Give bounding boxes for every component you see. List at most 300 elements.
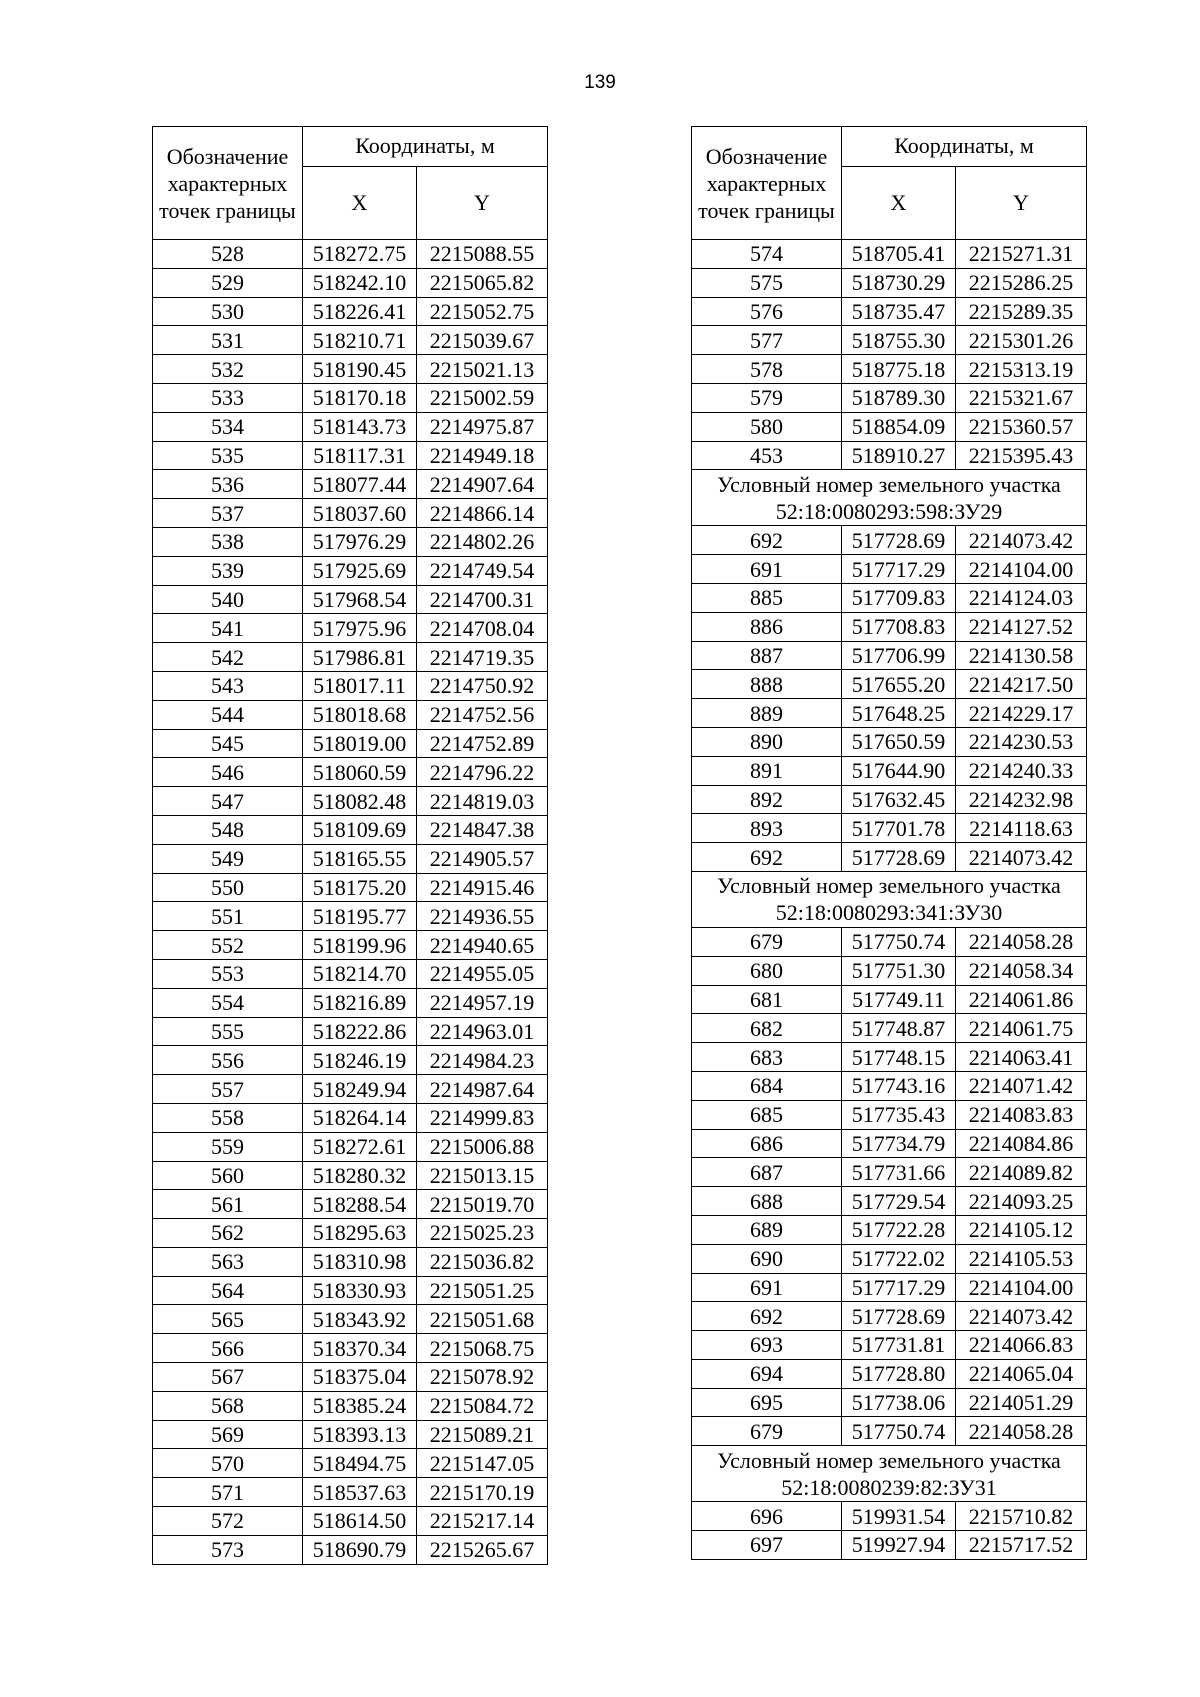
coord-x: 517743.16	[842, 1071, 956, 1100]
table-row	[153, 1103, 548, 1132]
point-number: 680	[692, 956, 842, 985]
table-row	[153, 326, 548, 355]
header-point-label: Обозначение характерных точек границы	[153, 127, 303, 240]
coord-y: 2214073.42	[956, 1302, 1087, 1331]
coord-y: 2214866.14	[417, 499, 548, 528]
coord-x: 517722.02	[842, 1244, 956, 1273]
coord-x: 517976.29	[303, 527, 417, 556]
coord-y: 2214071.42	[956, 1071, 1087, 1100]
coord-y: 2214104.00	[956, 555, 1087, 584]
point-number: 539	[153, 556, 303, 585]
coord-y: 2214752.89	[417, 729, 548, 758]
point-number: 563	[153, 1247, 303, 1276]
table-row	[153, 815, 548, 844]
point-number: 578	[692, 355, 842, 384]
point-number: 893	[692, 814, 842, 843]
table-row	[692, 1388, 1087, 1417]
coord-y: 2214940.65	[417, 931, 548, 960]
coord-x: 517717.29	[842, 555, 956, 584]
coord-x: 518330.93	[303, 1276, 417, 1305]
point-number: 560	[153, 1161, 303, 1190]
table-row	[692, 583, 1087, 612]
coord-x: 517728.69	[842, 843, 956, 872]
point-number: 580	[692, 412, 842, 441]
point-number: 550	[153, 873, 303, 902]
point-number: 552	[153, 931, 303, 960]
table-row	[692, 727, 1087, 756]
coord-y: 2214232.98	[956, 785, 1087, 814]
table-row	[692, 699, 1087, 728]
coord-x: 517728.80	[842, 1359, 956, 1388]
coord-x: 517708.83	[842, 612, 956, 641]
table-row	[153, 441, 548, 470]
point-number: 890	[692, 727, 842, 756]
coord-x: 518690.79	[303, 1535, 417, 1564]
header-x: X	[842, 166, 956, 239]
point-number: 528	[153, 240, 303, 269]
coord-y: 2214058.28	[956, 1417, 1087, 1446]
point-number: 567	[153, 1363, 303, 1392]
coord-x: 517734.79	[842, 1129, 956, 1158]
coord-x: 518614.50	[303, 1507, 417, 1536]
point-number: 544	[153, 700, 303, 729]
point-number: 533	[153, 383, 303, 412]
point-number: 557	[153, 1075, 303, 1104]
point-number: 576	[692, 297, 842, 326]
right-table-body	[692, 240, 1087, 1560]
coord-y: 2214905.57	[417, 844, 548, 873]
point-number: 679	[692, 1417, 842, 1446]
header-y: Y	[956, 166, 1087, 239]
coord-x: 517750.74	[842, 1417, 956, 1446]
coord-y: 2215395.43	[956, 441, 1087, 470]
coord-y: 2215265.67	[417, 1535, 548, 1564]
coord-x: 518017.11	[303, 671, 417, 700]
table-row	[692, 670, 1087, 699]
point-number: 530	[153, 297, 303, 326]
table-row	[153, 585, 548, 614]
point-number: 532	[153, 355, 303, 384]
coord-x: 517701.78	[842, 814, 956, 843]
coord-y: 2214093.25	[956, 1187, 1087, 1216]
coord-x: 518264.14	[303, 1103, 417, 1132]
table-row	[153, 1075, 548, 1104]
point-number: 684	[692, 1071, 842, 1100]
point-number: 689	[692, 1215, 842, 1244]
coord-x: 518109.69	[303, 815, 417, 844]
coord-x: 517717.29	[842, 1273, 956, 1302]
table-row	[692, 412, 1087, 441]
point-number: 569	[153, 1420, 303, 1449]
table-row	[153, 959, 548, 988]
table-row	[153, 355, 548, 384]
coord-y: 2215147.05	[417, 1449, 548, 1478]
coord-x: 517731.66	[842, 1158, 956, 1187]
point-number: 529	[153, 268, 303, 297]
point-number: 577	[692, 326, 842, 355]
coord-x: 518272.75	[303, 240, 417, 269]
point-number: 692	[692, 526, 842, 555]
point-number: 558	[153, 1103, 303, 1132]
table-row	[153, 988, 548, 1017]
coord-y: 2214752.56	[417, 700, 548, 729]
coord-x: 518175.20	[303, 873, 417, 902]
coord-y: 2215286.25	[956, 268, 1087, 297]
coord-y: 2215019.70	[417, 1190, 548, 1219]
coord-y: 2215360.57	[956, 412, 1087, 441]
coord-y: 2215710.82	[956, 1502, 1087, 1531]
coord-x: 518735.47	[842, 297, 956, 326]
coord-y: 2215036.82	[417, 1247, 548, 1276]
coord-y: 2214118.63	[956, 814, 1087, 843]
table-row	[153, 499, 548, 528]
table-row	[153, 1247, 548, 1276]
coord-y: 2214750.92	[417, 671, 548, 700]
point-number: 549	[153, 844, 303, 873]
table-row	[692, 843, 1087, 872]
coord-y: 2214802.26	[417, 527, 548, 556]
coord-x: 518037.60	[303, 499, 417, 528]
table-row	[692, 297, 1087, 326]
point-number: 693	[692, 1331, 842, 1360]
point-number: 545	[153, 729, 303, 758]
coord-x: 518854.09	[842, 412, 956, 441]
coord-x: 518370.34	[303, 1334, 417, 1363]
coord-y: 2214963.01	[417, 1017, 548, 1046]
coord-x: 518494.75	[303, 1449, 417, 1478]
coord-y: 2215065.82	[417, 268, 548, 297]
point-number: 572	[153, 1507, 303, 1536]
table-row	[692, 1215, 1087, 1244]
point-number: 542	[153, 643, 303, 672]
coord-x: 518246.19	[303, 1046, 417, 1075]
coord-y: 2215170.19	[417, 1478, 548, 1507]
table-row	[153, 729, 548, 758]
point-number: 568	[153, 1391, 303, 1420]
table-row	[692, 1100, 1087, 1129]
table-row	[692, 240, 1087, 269]
point-number: 892	[692, 785, 842, 814]
point-number: 564	[153, 1276, 303, 1305]
coord-x: 518199.96	[303, 931, 417, 960]
coord-x: 518226.41	[303, 297, 417, 326]
point-number: 886	[692, 612, 842, 641]
coord-y: 2215006.88	[417, 1132, 548, 1161]
coord-x: 518082.48	[303, 787, 417, 816]
table-row	[153, 1190, 548, 1219]
point-number: 566	[153, 1334, 303, 1363]
coordinates-table-left	[152, 126, 548, 1565]
table-row	[692, 785, 1087, 814]
coord-y: 2214073.42	[956, 526, 1087, 555]
coord-y: 2214796.22	[417, 758, 548, 787]
coord-x: 519931.54	[842, 1502, 956, 1531]
coord-x: 518249.94	[303, 1075, 417, 1104]
point-number: 540	[153, 585, 303, 614]
coord-x: 518143.73	[303, 412, 417, 441]
table-row	[153, 1017, 548, 1046]
coord-y: 2215321.67	[956, 383, 1087, 412]
coord-x: 517986.81	[303, 643, 417, 672]
table-row	[153, 412, 548, 441]
point-number: 536	[153, 470, 303, 499]
table-row	[153, 902, 548, 931]
coord-x: 518910.27	[842, 441, 956, 470]
coord-x: 517750.74	[842, 927, 956, 956]
coord-y: 2214063.41	[956, 1043, 1087, 1072]
coord-y: 2214104.00	[956, 1273, 1087, 1302]
section-row	[692, 1446, 1087, 1502]
point-number: 553	[153, 959, 303, 988]
header-coordinates: Координаты, м	[842, 127, 1087, 167]
coord-x: 518393.13	[303, 1420, 417, 1449]
table-row	[692, 1531, 1087, 1560]
coord-y: 2214084.86	[956, 1129, 1087, 1158]
parcel-section-title: Условный номер земельного участка 52:18:0080239:82:ЗУ31	[692, 1446, 1087, 1502]
table-row	[153, 614, 548, 643]
table-row	[153, 643, 548, 672]
coord-y: 2214073.42	[956, 843, 1087, 872]
table-row	[153, 240, 548, 269]
coord-y: 2215089.21	[417, 1420, 548, 1449]
table-row	[153, 1420, 548, 1449]
table-row	[153, 1132, 548, 1161]
coord-x: 518789.30	[842, 383, 956, 412]
coord-x: 518775.18	[842, 355, 956, 384]
point-number: 682	[692, 1014, 842, 1043]
coord-y: 2214975.87	[417, 412, 548, 441]
coord-x: 517706.99	[842, 641, 956, 670]
coord-y: 2214105.12	[956, 1215, 1087, 1244]
page-number: 139	[584, 72, 616, 93]
point-number: 681	[692, 985, 842, 1014]
coord-y: 2215002.59	[417, 383, 548, 412]
coord-x: 518705.41	[842, 240, 956, 269]
coord-y: 2215084.72	[417, 1391, 548, 1420]
coord-x: 518077.44	[303, 470, 417, 499]
table-row	[153, 383, 548, 412]
coord-y: 2215717.52	[956, 1531, 1087, 1560]
point-number: 531	[153, 326, 303, 355]
section-row	[692, 470, 1087, 526]
coord-y: 2215289.35	[956, 297, 1087, 326]
coord-x: 518210.71	[303, 326, 417, 355]
point-number: 559	[153, 1132, 303, 1161]
point-number: 683	[692, 1043, 842, 1072]
coord-x: 517748.15	[842, 1043, 956, 1072]
coord-y: 2214955.05	[417, 959, 548, 988]
table-row	[692, 1359, 1087, 1388]
coord-x: 518165.55	[303, 844, 417, 873]
coord-x: 518222.86	[303, 1017, 417, 1046]
coord-x: 517632.45	[842, 785, 956, 814]
coord-x: 517749.11	[842, 985, 956, 1014]
coord-x: 517751.30	[842, 956, 956, 985]
header-point-label: Обозначение характерных точек границы	[692, 127, 842, 240]
table-row	[692, 1187, 1087, 1216]
table-row	[153, 671, 548, 700]
coord-x: 517655.20	[842, 670, 956, 699]
table-row	[153, 758, 548, 787]
table-row	[692, 268, 1087, 297]
header-x: X	[303, 166, 417, 239]
point-number: 548	[153, 815, 303, 844]
table-row	[692, 383, 1087, 412]
point-number: 891	[692, 756, 842, 785]
point-number: 535	[153, 441, 303, 470]
point-number: 565	[153, 1305, 303, 1334]
coord-y: 2215068.75	[417, 1334, 548, 1363]
coord-y: 2214105.53	[956, 1244, 1087, 1273]
table-row	[692, 1071, 1087, 1100]
table-row	[153, 1046, 548, 1075]
point-number: 551	[153, 902, 303, 931]
table-row	[153, 700, 548, 729]
table-row	[692, 326, 1087, 355]
table-row	[692, 526, 1087, 555]
coord-y: 2214089.82	[956, 1158, 1087, 1187]
point-number: 686	[692, 1129, 842, 1158]
point-number: 579	[692, 383, 842, 412]
coord-y: 2214127.52	[956, 612, 1087, 641]
coord-y: 2214065.04	[956, 1359, 1087, 1388]
table-row	[692, 1014, 1087, 1043]
header-y: Y	[417, 166, 548, 239]
point-number: 570	[153, 1449, 303, 1478]
coord-x: 517925.69	[303, 556, 417, 585]
table-row	[153, 1363, 548, 1392]
coord-x: 518755.30	[842, 326, 956, 355]
coord-y: 2215021.13	[417, 355, 548, 384]
point-number: 534	[153, 412, 303, 441]
coord-x: 518310.98	[303, 1247, 417, 1276]
point-number: 541	[153, 614, 303, 643]
point-number: 538	[153, 527, 303, 556]
coord-x: 518060.59	[303, 758, 417, 787]
table-row	[692, 1302, 1087, 1331]
table-row	[153, 527, 548, 556]
coord-x: 518018.68	[303, 700, 417, 729]
coord-y: 2214749.54	[417, 556, 548, 585]
table-row	[692, 1129, 1087, 1158]
table-row	[692, 1043, 1087, 1072]
point-number: 571	[153, 1478, 303, 1507]
point-number: 453	[692, 441, 842, 470]
table-row	[153, 1478, 548, 1507]
coord-y: 2215313.19	[956, 355, 1087, 384]
coord-y: 2215051.25	[417, 1276, 548, 1305]
table-row	[692, 927, 1087, 956]
coord-x: 517729.54	[842, 1187, 956, 1216]
table-row	[692, 555, 1087, 584]
table-row	[692, 814, 1087, 843]
point-number: 695	[692, 1388, 842, 1417]
coord-y: 2215039.67	[417, 326, 548, 355]
coord-y: 2214949.18	[417, 441, 548, 470]
point-number: 691	[692, 1273, 842, 1302]
coord-y: 2214051.29	[956, 1388, 1087, 1417]
coord-x: 518214.70	[303, 959, 417, 988]
coord-y: 2214987.64	[417, 1075, 548, 1104]
coord-y: 2214058.34	[956, 956, 1087, 985]
table-row	[692, 1158, 1087, 1187]
point-number: 679	[692, 927, 842, 956]
coord-x: 518343.92	[303, 1305, 417, 1334]
table-row	[153, 1305, 548, 1334]
coord-y: 2215025.23	[417, 1219, 548, 1248]
point-number: 685	[692, 1100, 842, 1129]
coord-x: 518019.00	[303, 729, 417, 758]
coord-y: 2214819.03	[417, 787, 548, 816]
point-number: 554	[153, 988, 303, 1017]
coord-x: 517650.59	[842, 727, 956, 756]
coord-x: 518190.45	[303, 355, 417, 384]
coord-y: 2214066.83	[956, 1331, 1087, 1360]
table-row	[153, 1391, 548, 1420]
table-row	[692, 441, 1087, 470]
point-number: 687	[692, 1158, 842, 1187]
point-number: 555	[153, 1017, 303, 1046]
table-row	[692, 355, 1087, 384]
coord-x: 517748.87	[842, 1014, 956, 1043]
coord-y: 2215013.15	[417, 1161, 548, 1190]
coord-x: 517722.28	[842, 1215, 956, 1244]
table-row	[692, 1417, 1087, 1446]
coord-x: 517728.69	[842, 1302, 956, 1331]
table-row	[692, 1331, 1087, 1360]
coord-y: 2214061.86	[956, 985, 1087, 1014]
point-number: 546	[153, 758, 303, 787]
point-number: 537	[153, 499, 303, 528]
coord-x: 518280.32	[303, 1161, 417, 1190]
coord-y: 2214217.50	[956, 670, 1087, 699]
table-row	[153, 931, 548, 960]
coord-x: 517648.25	[842, 699, 956, 728]
table-row	[692, 641, 1087, 670]
coord-x: 518385.24	[303, 1391, 417, 1420]
coord-x: 518537.63	[303, 1478, 417, 1507]
point-number: 694	[692, 1359, 842, 1388]
point-number: 697	[692, 1531, 842, 1560]
point-number: 889	[692, 699, 842, 728]
coord-y: 2214124.03	[956, 583, 1087, 612]
coord-y: 2214719.35	[417, 643, 548, 672]
parcel-section-title: Условный номер земельного участка 52:18:0080293:598:ЗУ29	[692, 470, 1087, 526]
table-row	[692, 1502, 1087, 1531]
coord-x: 518375.04	[303, 1363, 417, 1392]
table-row	[692, 756, 1087, 785]
coord-y: 2214061.75	[956, 1014, 1087, 1043]
table-row	[153, 1161, 548, 1190]
coord-y: 2214936.55	[417, 902, 548, 931]
coord-x: 518117.31	[303, 441, 417, 470]
point-number: 574	[692, 240, 842, 269]
section-row	[692, 871, 1087, 927]
coord-y: 2215052.75	[417, 297, 548, 326]
coordinates-table-right	[691, 126, 1087, 1560]
coord-y: 2215088.55	[417, 240, 548, 269]
table-row	[692, 1244, 1087, 1273]
table-row	[153, 1219, 548, 1248]
point-number: 887	[692, 641, 842, 670]
point-number: 561	[153, 1190, 303, 1219]
point-number: 885	[692, 583, 842, 612]
table-row	[153, 556, 548, 585]
coord-x: 517731.81	[842, 1331, 956, 1360]
table-row	[153, 268, 548, 297]
coord-y: 2214700.31	[417, 585, 548, 614]
coord-x: 517644.90	[842, 756, 956, 785]
